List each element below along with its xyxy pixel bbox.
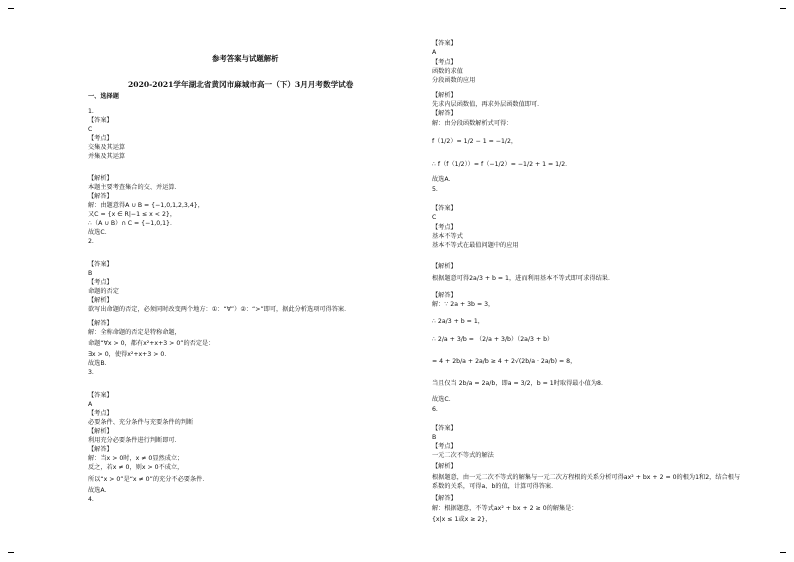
corner-mark <box>780 552 786 553</box>
text-line: C <box>432 214 437 221</box>
text-line: 根据题意，由一元二次不等式的解集与一元二次方程根的关系分析可得ax² + bx + 2 = 0的根为1和2，结合根与 <box>432 474 741 481</box>
text-line: 反之，若x ≠ 0，则x > 0不成立， <box>88 464 184 471</box>
text-line: B <box>88 270 93 277</box>
text-line: 本题主要考查集合的交、并运算． <box>88 184 181 191</box>
text-line: 基本不等式在最值问题中的应用 <box>432 242 519 249</box>
text-line: 函数的求值 <box>432 68 463 75</box>
corner-mark <box>8 8 14 9</box>
corner-mark <box>8 552 14 553</box>
text-line: ∃x > 0，使得x²+x+3 > 0． <box>88 351 171 358</box>
text-line: 欲写出命题的否定，必须同时改变两个地方：①：“∀”）②：“>”即可，据此分析选项可得答案． <box>88 306 351 313</box>
text-line: 【解析】 <box>432 263 457 270</box>
text-line: 故选B． <box>88 360 111 367</box>
text-line: 【答案】 <box>432 425 457 432</box>
text-line: A <box>432 49 437 56</box>
text-line: 6. <box>432 406 438 413</box>
text-line: C <box>88 126 93 133</box>
text-line: 【解析】 <box>88 175 113 182</box>
text-line: 解：根据题意，不等式ax² + bx + 2 ≥ 0的解集是： <box>432 505 578 512</box>
text-line: 并集及其运算 <box>88 153 126 160</box>
text-line: 【答案】 <box>88 261 113 268</box>
text-line: 5. <box>432 186 438 193</box>
text-line: f（1/2）= 1/2 − 1 = −1/2， <box>432 138 518 145</box>
text-line: 【考点】 <box>432 224 457 231</box>
text-line: 【考点】 <box>88 410 113 417</box>
text-line: 一、选择题 <box>88 93 119 100</box>
text-line: 解：全称命题的否定是特称命题， <box>88 329 181 336</box>
text-line: 【解析】 <box>432 92 457 99</box>
text-line: 【答案】 <box>88 392 113 399</box>
page-title: 参考答案与试题解析 <box>212 54 279 63</box>
text-line: 解：由分段函数解析式可得： <box>432 120 513 127</box>
text-line: 【答案】 <box>432 40 457 47</box>
text-line: 命题的否定 <box>88 288 119 295</box>
text-line: 解：∵ 2a + 3b = 3， <box>432 301 495 308</box>
text-line: ∴ 2a/3 + b = 1， <box>432 318 484 325</box>
text-line: 【考点】 <box>88 279 113 286</box>
text-line: 【解答】 <box>432 110 457 117</box>
text-line: 【解答】 <box>432 495 457 502</box>
text-line: 故选A． <box>432 176 455 183</box>
text-line: 故选A． <box>88 487 111 494</box>
text-line: 系数的关系，可得a、b的值，计算可得答案． <box>432 483 558 490</box>
text-line: ∴ 2/a + 3/b = （2/a + 3/b）（2a/3 + b） <box>432 336 554 343</box>
text-line: = 4 + 2b/a + 2a/b ≥ 4 + 2√(2b/a · 2a/b) = 8， <box>432 358 577 365</box>
text-line: ∴ f（f（1/2））= f（−1/2）= −1/2 + 1 = 1/2． <box>432 161 572 168</box>
text-line: 【解析】 <box>432 463 457 470</box>
text-line: 所以“x > 0”是“x ≠ 0”的充分不必要条件． <box>88 476 209 483</box>
text-line: 又C = {x ∈ R|−1 ≤ x < 2}， <box>88 211 177 218</box>
text-line: ∴（A ∪ B）∩ C = {−1,0,1}． <box>88 220 177 227</box>
text-line: 【解析】 <box>88 428 113 435</box>
text-line: 1. <box>88 108 94 115</box>
text-line: 一元二次不等式的解法 <box>432 452 494 459</box>
text-line: 当且仅当 2b/a = 2a/b，即a = 3/2，b = 1时取得最小值为8． <box>432 380 608 387</box>
text-line: 分段函数的应用 <box>432 77 476 84</box>
text-line: 3. <box>88 369 94 376</box>
corner-mark <box>780 8 786 9</box>
text-line: 解：由题意得A ∪ B = {−1,0,1,2,3,4}， <box>88 202 204 209</box>
text-line: B <box>432 434 437 441</box>
text-line: {x|x ≤ 1或x ≥ 2}， <box>432 516 492 523</box>
text-line: 基本不等式 <box>432 233 463 240</box>
text-line: 根据题意可得2a/3 + b = 1，进而利用基本不等式即可求得结果． <box>432 275 615 282</box>
text-line: 【考点】 <box>432 443 457 450</box>
text-line: 命题“∀x > 0，都有x²+x+3 > 0”的否定是： <box>88 340 215 347</box>
text-line: 故选C． <box>88 229 111 236</box>
text-line: 4. <box>88 496 94 503</box>
text-line: 必要条件、充分条件与充要条件的判断 <box>88 419 194 426</box>
text-line: 【解答】 <box>88 193 113 200</box>
text-line: 交集及其运算 <box>88 144 126 151</box>
text-line: 2. <box>88 238 94 245</box>
text-line: 利用充分必要条件进行判断即可． <box>88 437 181 444</box>
text-line: 【解答】 <box>88 446 113 453</box>
text-line: 【解答】 <box>88 320 113 327</box>
exam-subtitle: 2020-2021学年湖北省黄冈市麻城市高一（下）3月月考数学试卷 <box>128 80 354 89</box>
text-line: 【考点】 <box>432 59 457 66</box>
text-line: 解：当x > 0时，x ≠ 0显然成立； <box>88 455 184 462</box>
text-line: 先求内层函数值，再求外层函数值即可． <box>432 101 544 108</box>
text-line: A <box>88 401 93 408</box>
text-line: 故选C． <box>432 396 455 403</box>
text-line: 【考点】 <box>88 135 113 142</box>
text-line: 【答案】 <box>88 117 113 124</box>
text-line: 【解答】 <box>432 292 457 299</box>
text-line: 【解析】 <box>88 297 113 304</box>
text-line: 【答案】 <box>432 205 457 212</box>
